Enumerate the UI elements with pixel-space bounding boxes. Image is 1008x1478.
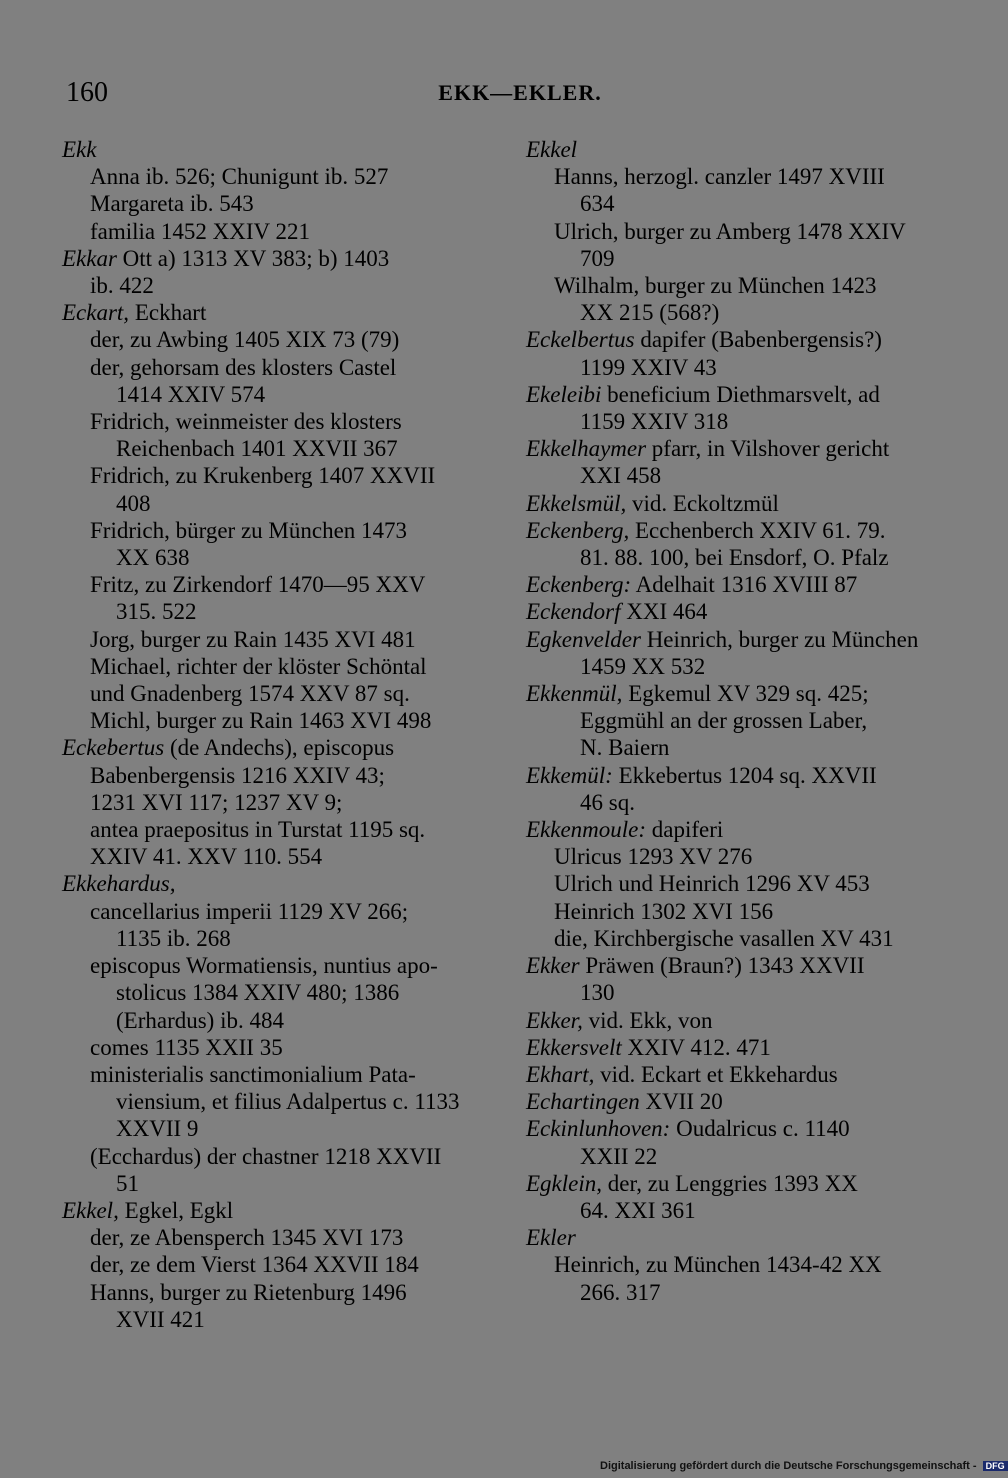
index-entry-line [62,816,486,843]
headword: Ekkel, [62,1197,119,1223]
index-entry-headword-line [62,136,486,163]
index-entry-line [62,1034,486,1061]
index-entry-line [62,326,486,353]
index-entry-line [526,979,950,1006]
headword: Ekkersvelt [526,1034,622,1060]
entry-text: 1231 XVI 117; 1237 XV 9; [90,789,343,815]
entry-text: 709 [580,245,615,271]
entry-text: Adelhait 1316 XVIII 87 [631,572,858,598]
index-entry-line [62,925,486,952]
index-entry-line [526,898,950,925]
index-entry-headword-line [526,1115,950,1142]
index-entry-line [62,653,486,680]
footer-text: Digitalisierung gefördert durch die Deutsche Forschungsgemeinschaft - [600,1460,977,1472]
entry-text: pfarr, in Vilshover gericht [646,436,890,462]
entry-text: Fritz, zu Zirkendorf 1470—95 XXV [90,572,426,598]
index-entry-line [62,517,486,544]
index-entry-line [62,490,486,517]
headword: Ekkenmoule: [526,817,647,843]
index-entry-line [62,707,486,734]
index-entry-line [62,1224,486,1251]
dfg-logo: DFG [983,1461,1008,1471]
index-entry-headword-line [526,762,950,789]
headword: Ekker, [526,1007,583,1033]
entry-text: XX 215 (568?) [580,300,720,326]
entry-text: Margareta ib. 543 [90,191,254,217]
headword: Echartingen [526,1089,640,1115]
index-entry-line [526,1197,950,1224]
entry-text: Ulrich, burger zu Amberg 1478 XXIV [554,218,906,244]
index-entry-headword-line [526,490,950,517]
index-entry-line [62,762,486,789]
entry-text: Wilhalm, burger zu München 1423 [554,273,877,299]
entry-text: Babenbergensis 1216 XXIV 43; [90,762,385,788]
index-entry-headword-line [526,136,950,163]
entry-text: (Ecchardus) der chastner 1218 XXVII [90,1143,442,1169]
headword: Eckebertus [62,735,165,761]
entry-text: 1135 ib. 268 [116,925,231,951]
index-entry-line [62,1306,486,1333]
headword: Ekeleibi [526,381,602,407]
headword: Egklein, [526,1170,602,1196]
entry-text: Ulricus 1293 XV 276 [554,844,753,870]
index-entry-line [62,218,486,245]
headword: Eckart, [62,300,130,326]
entry-text: Heinrich, burger zu München [640,626,919,652]
index-entry-headword-line [62,734,486,761]
index-entry-headword-line [526,435,950,462]
index-entry-line [526,163,950,190]
headword: Ekker [526,953,580,979]
index-entry-headword-line [526,517,950,544]
index-entry-line [62,1007,486,1034]
entry-text: und Gnadenberg 1574 XXV 87 sq. [90,681,410,707]
entry-text: Fridrich, zu Krukenberg 1407 XXVII [90,463,436,489]
index-entry-line [62,435,486,462]
entry-text: Eggmühl an der grossen Laber, [580,708,868,734]
entry-text: XVII 20 [639,1089,723,1115]
entry-text: XXII 22 [580,1143,658,1169]
entry-text: Ott a) 1313 XV 383; b) 1403 [116,245,390,271]
entry-text: XX 638 [116,545,190,571]
index-entry-headword-line [62,870,486,897]
entry-text: 634 [580,191,615,217]
entry-text: Egkel, Egkl [118,1197,234,1223]
entry-text: Hanns, herzogl. canzler 1497 XVIII [554,164,885,190]
index-entry-line [62,544,486,571]
index-entry-line [62,1115,486,1142]
entry-text: XVII 421 [116,1306,205,1332]
headword: Ekkehardus, [62,871,176,897]
index-entry-line [62,1251,486,1278]
index-entry-line [526,653,950,680]
entry-text: episcopus Wormatiensis, nuntius apo- [90,953,438,979]
entry-text: beneficium Diethmarsvelt, ad [601,381,880,407]
entry-text: XXI 464 [620,599,708,625]
entry-text: Ecchenberch XXIV 61. 79. [629,517,886,543]
entry-text: XXVII 9 [116,1116,199,1142]
index-entry-line [526,190,950,217]
index-entry-line [526,734,950,761]
entry-text: Ekkebertus 1204 sq. XXVII [612,762,877,788]
entry-text: Fridrich, bürger zu München 1473 [90,517,408,543]
index-entry-line [62,571,486,598]
page-number: 160 [66,77,108,108]
entry-text: Präwen (Braun?) 1343 XXVII [579,953,865,979]
index-entry-line [62,598,486,625]
entry-text: der, ze Abensperch 1345 XVI 173 [90,1225,404,1251]
entry-text: Egkemul XV 329 sq. 425; [622,681,869,707]
index-entry-line [62,163,486,190]
entry-text: der, zu Awbing 1405 XIX 73 (79) [90,327,400,353]
entry-text: (Erhardus) ib. 484 [116,1007,284,1033]
index-entry-line [62,1170,486,1197]
entry-text: familia 1452 XXIV 221 [90,218,310,244]
entry-text: 266. 317 [580,1279,661,1305]
index-entry-line [62,408,486,435]
index-entry-headword-line [526,1034,950,1061]
footer-credit [600,1460,1005,1472]
index-entry-line [526,707,950,734]
entry-text: XXIV 412. 471 [621,1034,771,1060]
index-entry-headword-line [526,1061,950,1088]
entry-text: XXI 458 [580,463,662,489]
index-entry-headword-line [526,680,950,707]
headword: Ekkenmül, [526,681,623,707]
entry-text: der, ze dem Vierst 1364 XXVII 184 [90,1252,419,1278]
entry-text: Michl, burger zu Rain 1463 XVI 498 [90,708,432,734]
entry-text: (de Andechs), episcopus [164,735,395,761]
index-entry-line [526,789,950,816]
headword: Eckenberg, [526,517,630,543]
entry-text: 1459 XX 532 [580,653,706,679]
entry-text: antea praepositus in Turstat 1195 sq. [90,817,426,843]
entry-text: 46 sq. [580,789,635,815]
entry-text: N. Baiern [580,735,670,761]
index-entry-headword-line [62,1197,486,1224]
index-entry-headword-line [526,952,950,979]
index-entry-line [62,190,486,217]
entry-text: der, gehorsam des klosters Castel [90,354,397,380]
index-entry-line [526,218,950,245]
index-entry-line [62,898,486,925]
entry-text: 64. XXI 361 [580,1197,696,1223]
entry-text: 51 [116,1170,139,1196]
entry-text: stolicus 1384 XXIV 480; 1386 [116,980,400,1006]
entry-text: Eckhart [129,300,207,326]
left-column [62,136,486,1333]
index-entry-headword-line [62,299,486,326]
entry-text: comes 1135 XXII 35 [90,1034,283,1060]
headword: Eckenberg: [526,572,632,598]
index-entry-line [62,354,486,381]
entry-text: 81. 88. 100, bei Ensdorf, O. Pfalz [580,545,889,571]
index-entry-line [526,925,950,952]
headword: Ekkel [526,137,578,162]
index-entry-line [526,1279,950,1306]
index-entry-headword-line [526,1170,950,1197]
entry-text: Fridrich, weinmeister des klosters [90,409,402,435]
index-entry-line [526,299,950,326]
headword: Eckinlunhoven: [526,1116,671,1142]
index-entry-headword-line [526,816,950,843]
headword: Ekkar [62,245,117,271]
index-entry-line [526,462,950,489]
entry-text: 1159 XXIV 318 [580,409,729,435]
entry-text: der, zu Lenggries 1393 XX [602,1170,858,1196]
entry-text: 408 [116,490,151,516]
index-entry-line [526,843,950,870]
index-entry-line [62,1279,486,1306]
index-entry-headword-line [526,1007,950,1034]
index-entry-line [62,1061,486,1088]
index-entry-line [62,272,486,299]
entry-text: Anna ib. 526; Chunigunt ib. 527 [90,164,389,190]
entry-text: ib. 422 [90,273,154,299]
index-entry-line [526,354,950,381]
entry-text: Heinrich, zu München 1434-42 XX [554,1252,882,1278]
index-entry-line [526,245,950,272]
index-entry-headword-line [526,1224,950,1251]
entry-text: Jorg, burger zu Rain 1435 XVI 481 [90,626,416,652]
entry-text: viensium, et filius Adalpertus c. 1133 [116,1089,460,1115]
right-column [526,136,950,1306]
entry-text: XXIV 41. XXV 110. 554 [90,844,323,870]
entry-text: ministerialis sanctimonialium Pata- [90,1061,416,1087]
entry-text: dapifer (Babenbergensis?) [634,327,882,353]
headword: Eckelbertus [526,327,635,353]
entry-text: Heinrich 1302 XVI 156 [554,898,774,924]
index-entry-line [526,272,950,299]
headword: Eckendorf [526,599,621,625]
index-entry-line [62,843,486,870]
headword: Ekhart, [526,1061,595,1087]
index-entry-line [526,870,950,897]
running-head: EKK—EKLER. [438,80,602,105]
index-entry-headword-line [526,1088,950,1115]
index-entry-line [62,1088,486,1115]
entry-text: cancellarius imperii 1129 XV 266; [90,898,409,924]
headword: Egkenvelder [526,626,641,652]
entry-text: 315. 522 [116,599,197,625]
headword: Ekk [62,137,97,162]
headword: Ekler [526,1225,576,1251]
entry-text: vid. Eckart et Ekkehardus [594,1061,838,1087]
entry-text: Michael, richter der klöster Schöntal [90,653,427,679]
entry-text: die, Kirchbergische vasallen XV 431 [554,925,894,951]
index-entry-line [62,626,486,653]
headword: Ekkemül: [526,762,613,788]
index-entry-line [526,408,950,435]
index-entry-headword-line [62,245,486,272]
index-entry-line [526,544,950,571]
index-entry-line [526,1251,950,1278]
entry-text: dapiferi [646,817,724,843]
index-entry-headword-line [526,571,950,598]
headword: Ekkelhaymer [526,436,647,462]
index-entry-headword-line [526,626,950,653]
index-entry-headword-line [526,326,950,353]
entry-text: Oudalricus c. 1140 [670,1116,850,1142]
index-entry-line [62,381,486,408]
headword: Ekkelsmül, [526,490,627,516]
index-entry-headword-line [526,598,950,625]
entry-text: vid. Eckoltzmül [626,490,779,516]
entry-text: 1414 XXIV 574 [116,381,266,407]
index-entry-line [526,1143,950,1170]
entry-text: vid. Ekk, von [582,1007,713,1033]
entry-text: 1199 XXIV 43 [580,354,717,380]
entry-text: Ulrich und Heinrich 1296 XV 453 [554,871,870,897]
index-entry-line [62,462,486,489]
index-entry-headword-line [526,381,950,408]
index-entry-line [62,680,486,707]
index-entry-line [62,952,486,979]
index-entry-line [62,979,486,1006]
index-entry-line [62,789,486,816]
entry-text: Hanns, burger zu Rietenburg 1496 [90,1279,407,1305]
entry-text: Reichenbach 1401 XXVII 367 [116,436,398,462]
entry-text: 130 [580,980,615,1006]
index-entry-line [62,1143,486,1170]
